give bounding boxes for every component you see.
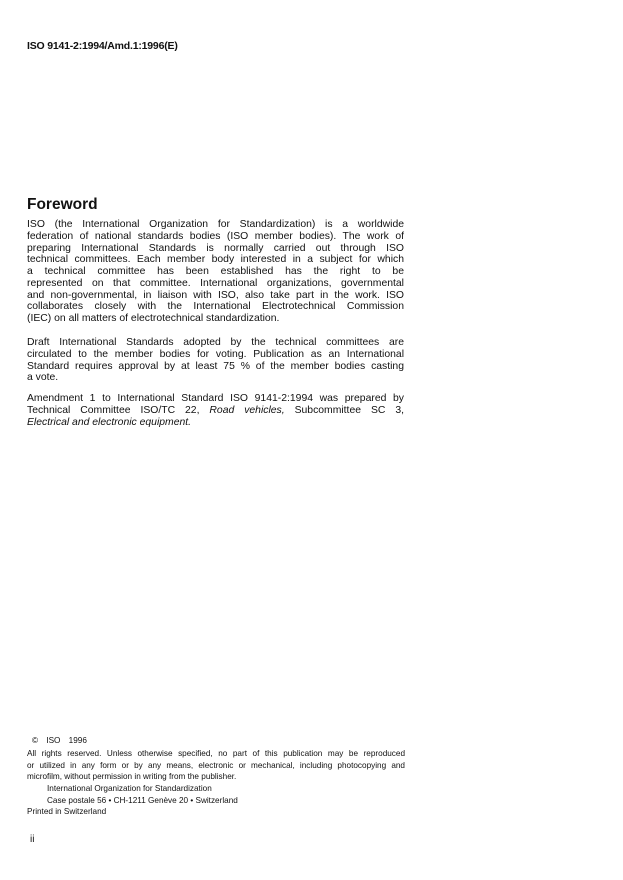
paragraph-line: collaborates closely with the International Electrotechnical Commission [27,301,404,313]
paragraph-line: a vote. [27,372,59,384]
paragraph-line: Electrical and electronic equipment. [27,416,192,428]
section-title: Foreword [27,196,98,213]
paragraph-line: represented on that committee. International organizations, governmental [27,277,404,289]
paragraph-1 [27,219,404,325]
org-name: International Organization for Standardization [47,784,212,793]
paragraph-line: (IEC) on all matters of electrotechnical standardization. [27,313,280,324]
paragraph-line: technical committees. Each member body interested in a subject for which [27,254,404,266]
paragraph-line: a technical committee has been established has the right to be [27,266,404,277]
org-address: Case postale 56 • CH-1211 Genève 20 • Switzerland [47,795,238,805]
paragraph-line: microfilm, without permission in writing from the publisher. [27,772,237,781]
paragraph-line: or utilized in any form or by any means, electronic or mechanical, including photocopying and [27,760,405,770]
paragraph-line: Draft International Standards adopted by the technical committees are [27,337,404,348]
paragraph-line: Standard requires approval by at least 75 % of the member bodies casting [27,360,404,372]
document-header: ISO 9141-2:1994/Amd.1:1996(E) [27,40,178,52]
page-number: ii [30,834,35,845]
copyright-notice: © ISO 1996 [32,736,87,745]
paragraph-line: circulated to the member bodies for voting. Publication as an International [27,348,404,360]
italic-text: Road vehicles, [209,404,285,416]
rights-statement [27,748,405,783]
paragraph-line: All rights reserved. Unless otherwise specified, no part of this publication may be reproduced [27,749,405,758]
paragraph-3 [27,393,404,428]
text: Technical Committee ISO/TC 22, [27,404,200,416]
paragraph-line: Amendment 1 to International Standard ISO 9141-2:1994 was prepared by [27,393,404,404]
paragraph-line: federation of national standards bodies (ISO member bodies). The work of [27,230,404,242]
paragraph-line: ISO (the International Organization for Standardization) is a worldwide [27,219,404,230]
paragraph-2 [27,337,404,384]
paragraph-line: preparing International Standards is normally carried out through ISO [27,242,404,254]
printed-in: Printed in Switzerland [27,807,107,816]
publisher-address [47,783,238,806]
paragraph-line: and non-governmental, in liaison with ISO, also take part in the work. ISO [27,289,404,301]
text: Subcommittee SC 3, [294,404,404,416]
paragraph-line [27,405,404,417]
